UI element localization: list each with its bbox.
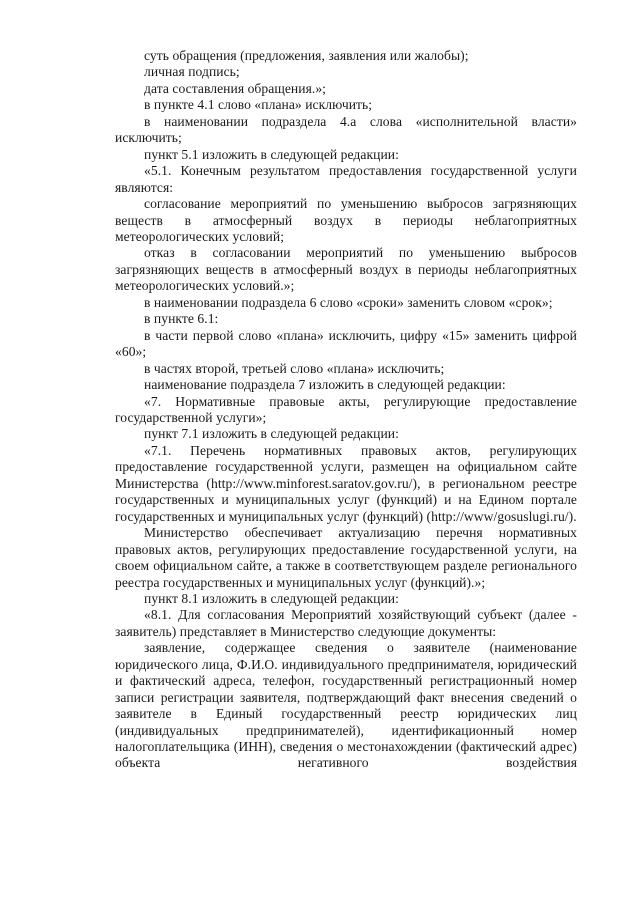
paragraph-18: Министерство обеспечивает актуализацию перечня нормативных правовых актов, регулирующих предоставление государственной услуги, на своем официальном сайте, а также в соответствующем разделе регионального реестра государственных и муниципальных услуг (функций).»;	[115, 525, 577, 590]
paragraph-11: в пункте 6.1:	[144, 311, 219, 327]
document-body	[115, 48, 577, 772]
paragraph-14: наименование подраздела 7 изложить в следующей редакции:	[144, 377, 506, 393]
paragraph-9: отказ в согласовании мероприятий по уменьшению выбросов загрязняющих веществ в атмосферный воздух в периоды неблагоприятных метеорологических условий.»;	[115, 245, 577, 294]
paragraph-16: пункт 7.1 изложить в следующей редакции:	[144, 426, 399, 442]
paragraph-1: суть обращения (предложения, заявления или жалобы);	[144, 48, 469, 63]
paragraph-15: «7. Нормативные правовые акты, регулирующие предоставление государственной услуги»;	[115, 393, 577, 425]
paragraph-10: в наименовании подраздела 6 слово «сроки» заменить словом «срок»;	[144, 294, 553, 310]
paragraph-12: в части первой слово «плана» исключить, цифру «15» заменить цифрой «60»;	[115, 327, 577, 360]
paragraph-5: в наименовании подраздела 4.а слова «исполнительной власти» исключить;	[115, 113, 577, 146]
paragraph-8: согласование мероприятий по уменьшению выбросов загрязняющих веществ в атмосферный воздух в периоды неблагоприятных метеорологических условий;	[115, 196, 577, 244]
paragraph-3: дата составления обращения.»;	[144, 80, 327, 96]
paragraph-21: заявление, содержащее сведения о заявителе (наименование юридического лица, Ф.И.О. индивидуального предпринимателя, юридический и фактический адреса, телефон, государственный регистрационный номер записи регистрации заявителя, подтверждающий факт внесения сведений о заявителе в Единый государственный реестр юридических лиц (индивидуальных предпринимателей), идентификационный номер налогоплательщика (ИНН), сведения о местонахождении (фактический адрес) объекта негативного воздействия	[115, 640, 577, 771]
paragraph-4: в пункте 4.1 слово «плана» исключить;	[144, 97, 373, 113]
paragraph-13: в частях второй, третьей слово «плана» исключить;	[144, 360, 445, 376]
paragraph-17: «7.1. Перечень нормативных правовых актов, регулирующих предоставление государственной услуги, размещен на официальном сайте Министерства (http://www.minforest.saratov.gov.ru/), в региональном реестре государственных и муниципальных услуг (функций) и на Едином портале государственных и муниципальных услуг (функций) (http://www/gosuslugi.ru/).	[115, 442, 577, 524]
paragraph-19: пункт 8.1 изложить в следующей редакции:	[144, 590, 399, 606]
paragraph-20: «8.1. Для согласования Мероприятий хозяйствующий субъект (далее - заявитель) представляет в Министерство следующие документы:	[115, 607, 577, 639]
paragraph-2: личная подпись;	[144, 64, 240, 80]
paragraph-7: «5.1. Конечным результатом предоставления государственной услуги являются:	[115, 163, 577, 195]
paragraph-6: пункт 5.1 изложить в следующей редакции:	[144, 146, 399, 162]
